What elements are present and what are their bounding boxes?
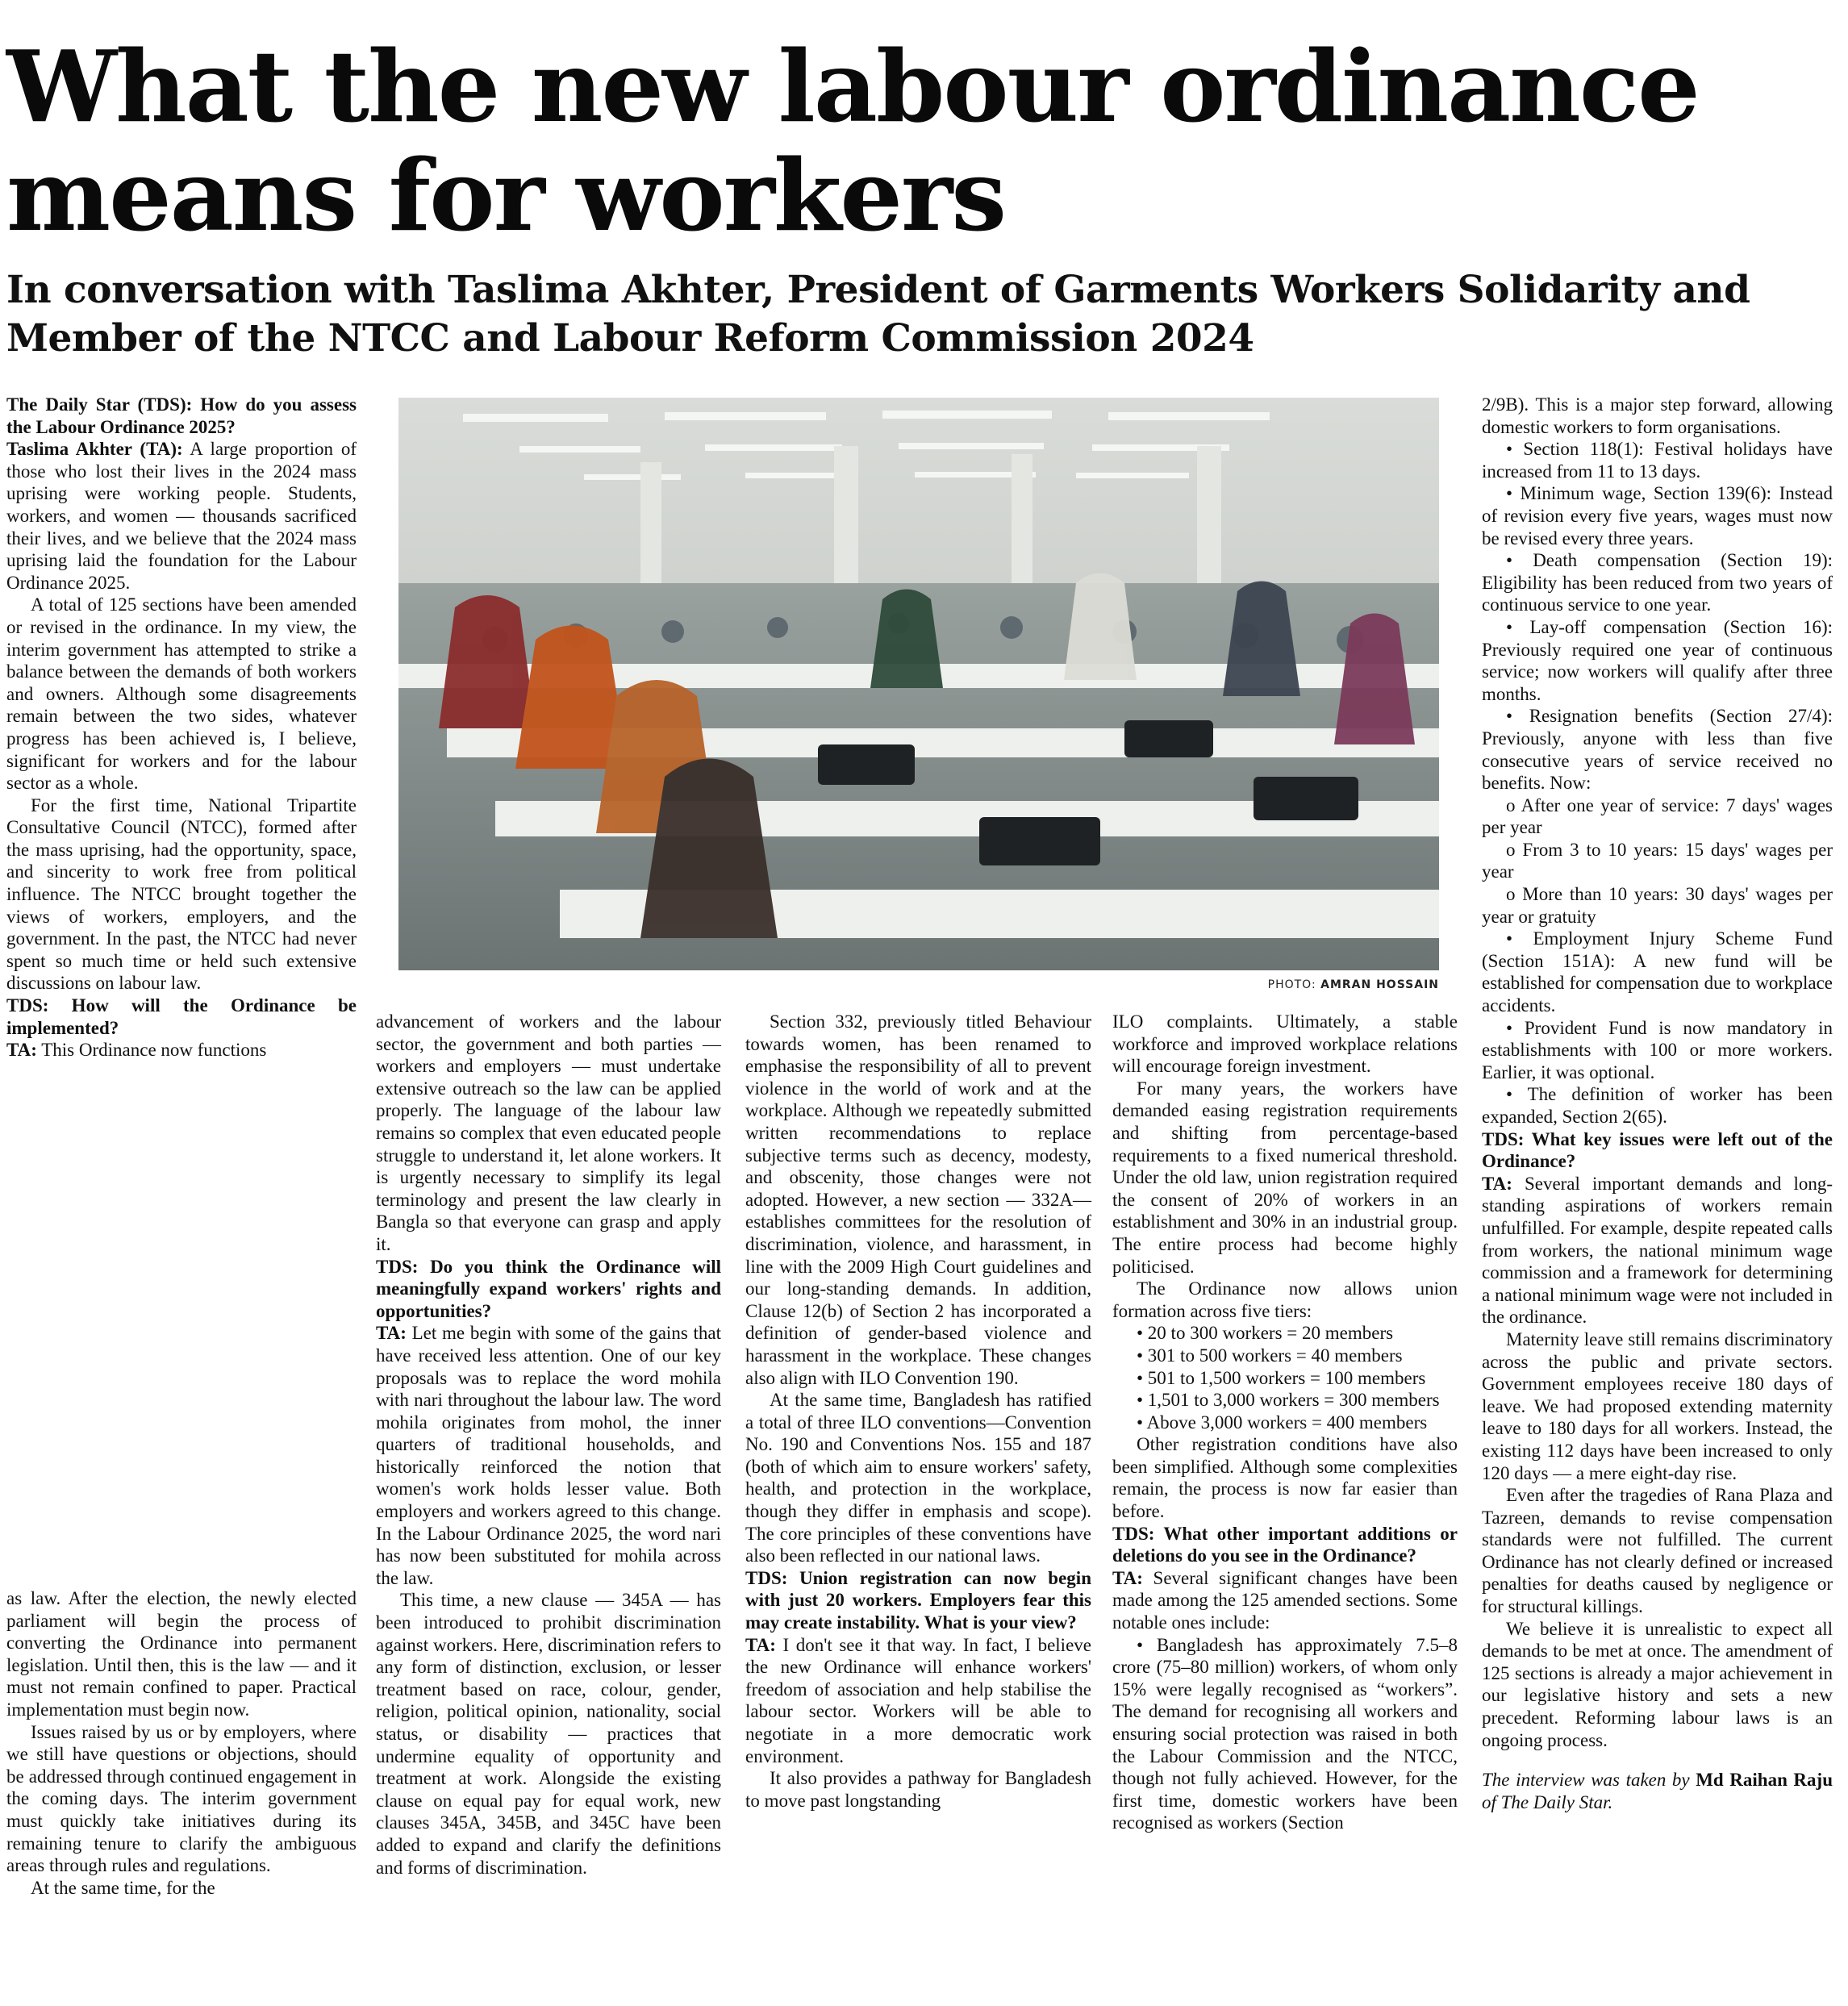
paragraph xyxy=(1112,1567,1458,1634)
paragraph xyxy=(6,1039,357,1061)
paragraph: o More than 10 years: 30 days' wages per year or gratuity xyxy=(1482,884,1833,927)
paragraph: • Lay-off compensation (Section 16): Previously required one year of continuous service; now workers will qualify after three months. xyxy=(1482,616,1833,704)
paragraph xyxy=(376,1322,721,1589)
paragraph: For many years, the workers have demanded easing registration requirements and shifting from percentage-based requirements to a fixed numerical threshold. Under the old law, union registration required the consent of 20% of workers in an establishment and 30% in an industrial group. The entire process had become highly politicised. xyxy=(1112,1078,1458,1277)
question: TDS: Union registration can now begin with just 20 workers. Employers fear this may create instability. What is your view? xyxy=(745,1567,1091,1633)
paragraph: • Minimum wage, Section 139(6): Instead of revision every five years, wages must now be revised every three years. xyxy=(1482,483,1833,548)
paragraph: It also provides a pathway for Bangladesh to move past longstanding xyxy=(745,1768,1091,1811)
paragraph: We believe it is unrealistic to expect all demands to be met at once. The amendment of 125 sections is already a major achievement in our legislative history and sets a new precedent. Reforming labour laws is an ongoing process. xyxy=(1482,1618,1833,1750)
photo-credit-name: AMRAN HOSSAIN xyxy=(1320,978,1439,991)
column-5 xyxy=(1482,394,1833,1813)
subheadline: In conversation with Taslima Akhter, President of Garments Workers Solidarity and Member of the NTCC and Labour Reform Commission 2024 xyxy=(6,268,1750,361)
question: The Daily Star (TDS): How do you assess the Labour Ordinance 2025? xyxy=(6,394,357,437)
paragraph: • Provident Fund is now mandatory in establishments with 100 or more workers. Earlier, it was optional. xyxy=(1482,1017,1833,1082)
paragraph: as law. After the election, the newly elected parliament will begin the process of converting the Ordinance into permanent legislation. Until then, this is the law — and it must not remain confined to paper. Practical implementation must begin now. xyxy=(6,1588,357,1720)
paragraph: • Death compensation (Section 19): Eligibility has been reduced from two years of continuous service to one year. xyxy=(1482,550,1833,615)
answer-text: Several significant changes have been made among the 125 amended sections. Some notable ones include: xyxy=(1112,1567,1458,1633)
paragraph: Section 332, previously titled Behaviour towards women, has been renamed to emphasise the responsibility of all to prevent violence in the world of work and at the workplace. Although we repeatedly submitted written recommendations to replace subjective terms such as decency, modesty, and obscenity, those changes were not adopted. However, a new section — 332A— establishes committees for the resolution of discrimination, violence, and harassment, in line with the 2009 High Court guidelines and our long-standing demands. In addition, Clause 12(b) of Section 2 has incorporated a definition of gender-based violence and harassment in the workplace. These changes also align with ILO Convention 190. xyxy=(745,1011,1091,1388)
interviewer-credit xyxy=(1482,1769,1833,1813)
paragraph: A total of 125 sections have been amended or revised in the ordinance. In my view, the interim government has attempted to strike a balance between the demands of both workers and owners. Although some disagreements remain between the two sides, whatever progress has been achieved is, I believe, significant for workers and for the labour sector as a whole. xyxy=(6,594,357,794)
credit-name: Md Raihan Raju xyxy=(1696,1770,1833,1791)
credit-prefix: The interview was taken by xyxy=(1482,1770,1696,1791)
paragraph: • Bangladesh has approximately 7.5–8 crore (75–80 million) workers, of whom only 15% were legally recognised as “workers”. The demand for recognising all workers and ensuring social protection was raised in both the Labour Commission and the NTCC, though not fully achieved. However, for the first time, domestic workers have been recognised as workers (Section xyxy=(1112,1634,1458,1833)
speaker-label: TA: xyxy=(1112,1567,1143,1588)
paragraph: • 1,501 to 3,000 workers = 300 members xyxy=(1137,1390,1440,1411)
answer-text: Several important demands and long-standing aspirations of workers remain unfulfilled. For example, despite repeated calls from workers, the national minimum wage commission and a framework for determining a national minimum wage were not included in the ordinance. xyxy=(1482,1173,1833,1328)
question: TDS: Do you think the Ordinance will meaningfully expand workers' rights and opportunities? xyxy=(376,1256,721,1321)
column-1-bottom xyxy=(6,1587,357,1899)
paragraph: • 501 to 1,500 workers = 100 members xyxy=(1137,1367,1426,1388)
paragraph: • Employment Injury Scheme Fund (Section 151A): A new fund will be established for compensation due to workplace accidents. xyxy=(1482,928,1833,1016)
paragraph: • Section 118(1): Festival holidays have increased from 11 to 13 days. xyxy=(1482,439,1833,482)
paragraph: Other registration conditions have also been simplified. Although some complexities remain, the process is now far easier than before. xyxy=(1112,1434,1458,1522)
speaker-label: Taslima Akhter (TA): xyxy=(6,439,183,460)
paragraph: • The definition of worker has been expanded, Section 2(65). xyxy=(1482,1084,1833,1127)
column-3 xyxy=(745,1011,1091,1812)
paragraph: • 301 to 500 workers = 40 members xyxy=(1137,1345,1403,1366)
paragraph: The Ordinance now allows union formation across five tiers: xyxy=(1112,1278,1458,1321)
column-1-top xyxy=(6,394,357,1061)
credit-suffix: of The Daily Star. xyxy=(1482,1791,1613,1812)
answer-text: I don't see it that way. In fact, I believe the new Ordinance will enhance workers' freedom of association and help stabilise the labour sector. Workers will be able to negotiate in a more democratic work environment. xyxy=(745,1634,1091,1766)
paragraph: o After one year of service: 7 days' wages per year xyxy=(1482,794,1833,838)
paragraph: • 20 to 300 workers = 20 members xyxy=(1137,1323,1394,1344)
paragraph: At the same time, for the xyxy=(31,1877,215,1898)
paragraph xyxy=(745,1634,1091,1768)
column-4 xyxy=(1112,1011,1458,1834)
paragraph: For the first time, National Tripartite Consultative Council (NTCC), formed after the mass uprising, had the opportunity, space, and sincerity to work free from political influence. The NTCC brought together the views of workers, employers, and the government. In the past, the NTCC had never spent so much time or held such extensive discussions on labour law. xyxy=(6,794,357,994)
answer-text: This Ordinance now functions xyxy=(36,1040,267,1061)
paragraph: Maternity leave still remains discriminatory across the public and private sectors. Government employees receive 180 days of leave. We had proposed extending maternity leave to 180 days for all workers. Instead, the existing 112 days have been increased to only 120 days — a mere eight-day rise. xyxy=(1482,1328,1833,1483)
speaker-label: TA: xyxy=(376,1323,407,1344)
paragraph xyxy=(1482,1173,1833,1328)
answer-text: A large proportion of those who lost their lives in the 2024 mass uprising were working people. Students, workers, and women — thousands sacrificed their lives, and we believe that the 2024 mass uprising laid the foundation for the Labour Ordinance 2025. xyxy=(6,439,357,593)
article-photo xyxy=(398,398,1439,970)
photo-credit xyxy=(1129,978,1439,991)
paragraph: • Above 3,000 workers = 400 members xyxy=(1137,1412,1428,1433)
paragraph: Issues raised by us or by employers, where we still have questions or objections, should be addressed through continued engagement in the coming days. The interim government must quickly take initiatives during its remaining tenure to clarify the ambiguous areas through rules and regulations. xyxy=(6,1721,357,1876)
headline: What the new labour ordinance means for workers xyxy=(6,28,1699,253)
paragraph: This time, a new clause — 345A — has been introduced to prohibit discrimination against workers. Here, discrimination refers to any form of distinction, exclusion, or lesser treatment based on race, colour, gender, religion, political opinion, nationality, social status, or disability — practices that undermine equality of opportunity and treatment at work. Alongside the existing clause on equal pay for equal work, new clauses 345A, 345B, and 345C have been added to expand and clarify the definitions and forms of discrimination. xyxy=(376,1590,721,1878)
question: TDS: What other important additions or deletions do you see in the Ordinance? xyxy=(1112,1523,1458,1566)
paragraph: advancement of workers and the labour sector, the government and both parties — workers and employers — must undertake extensive outreach so the law can be applied properly. The language of the labour law remains so complex that even educated people struggle to understand it, let alone workers. It is urgently necessary to simplify its legal terminology and present the law clearly in Bangla so that everyone can grasp and apply it. xyxy=(376,1011,721,1254)
photo-credit-label: PHOTO: xyxy=(1267,978,1316,991)
paragraph: • Resignation benefits (Section 27/4): Previously, anyone with less than five consecutive years of service received no benefits. Now: xyxy=(1482,706,1833,794)
question: TDS: How will the Ordinance be implemented? xyxy=(6,995,357,1038)
garment-factory-image xyxy=(398,398,1439,970)
column-2 xyxy=(376,1011,721,1879)
paragraph: At the same time, Bangladesh has ratified a total of three ILO conventions—Convention No. 190 and Conventions Nos. 155 and 187 (both of which aim to ensure workers' safety, health, and protection in the workplace, though they differ in emphasis and scope). The core principles of these conventions have also been reflected in our national laws. xyxy=(745,1390,1091,1566)
answer-text: Let me begin with some of the gains that have received less attention. One of our key proposals was to replace the word mohila with nari throughout the labour law. The word mohila originates from mohol, the inner quarters of traditional households, and historically reinforced the notion that women's work holds lesser value. Both employers and workers agreed to this change. In the Labour Ordinance 2025, the word nari has now been substituted for mohila across the law. xyxy=(376,1323,721,1588)
paragraph xyxy=(6,438,357,594)
paragraph: o From 3 to 10 years: 15 days' wages per year xyxy=(1482,839,1833,882)
speaker-label: TA: xyxy=(6,1040,37,1061)
paragraph: ILO complaints. Ultimately, a stable workforce and improved workplace relations will encourage foreign investment. xyxy=(1112,1011,1458,1077)
speaker-label: TA: xyxy=(745,1634,776,1655)
paragraph: 2/9B). This is a major step forward, allowing domestic workers to form organisations. xyxy=(1482,394,1833,437)
paragraph: Even after the tragedies of Rana Plaza and Tazreen, demands to revise compensation standards were not fulfilled. The current Ordinance has not clearly defined or increased penalties for deaths caused by negligence or for structural killings. xyxy=(1482,1485,1833,1617)
speaker-label: TA: xyxy=(1482,1173,1512,1194)
question: TDS: What key issues were left out of the Ordinance? xyxy=(1482,1128,1833,1172)
